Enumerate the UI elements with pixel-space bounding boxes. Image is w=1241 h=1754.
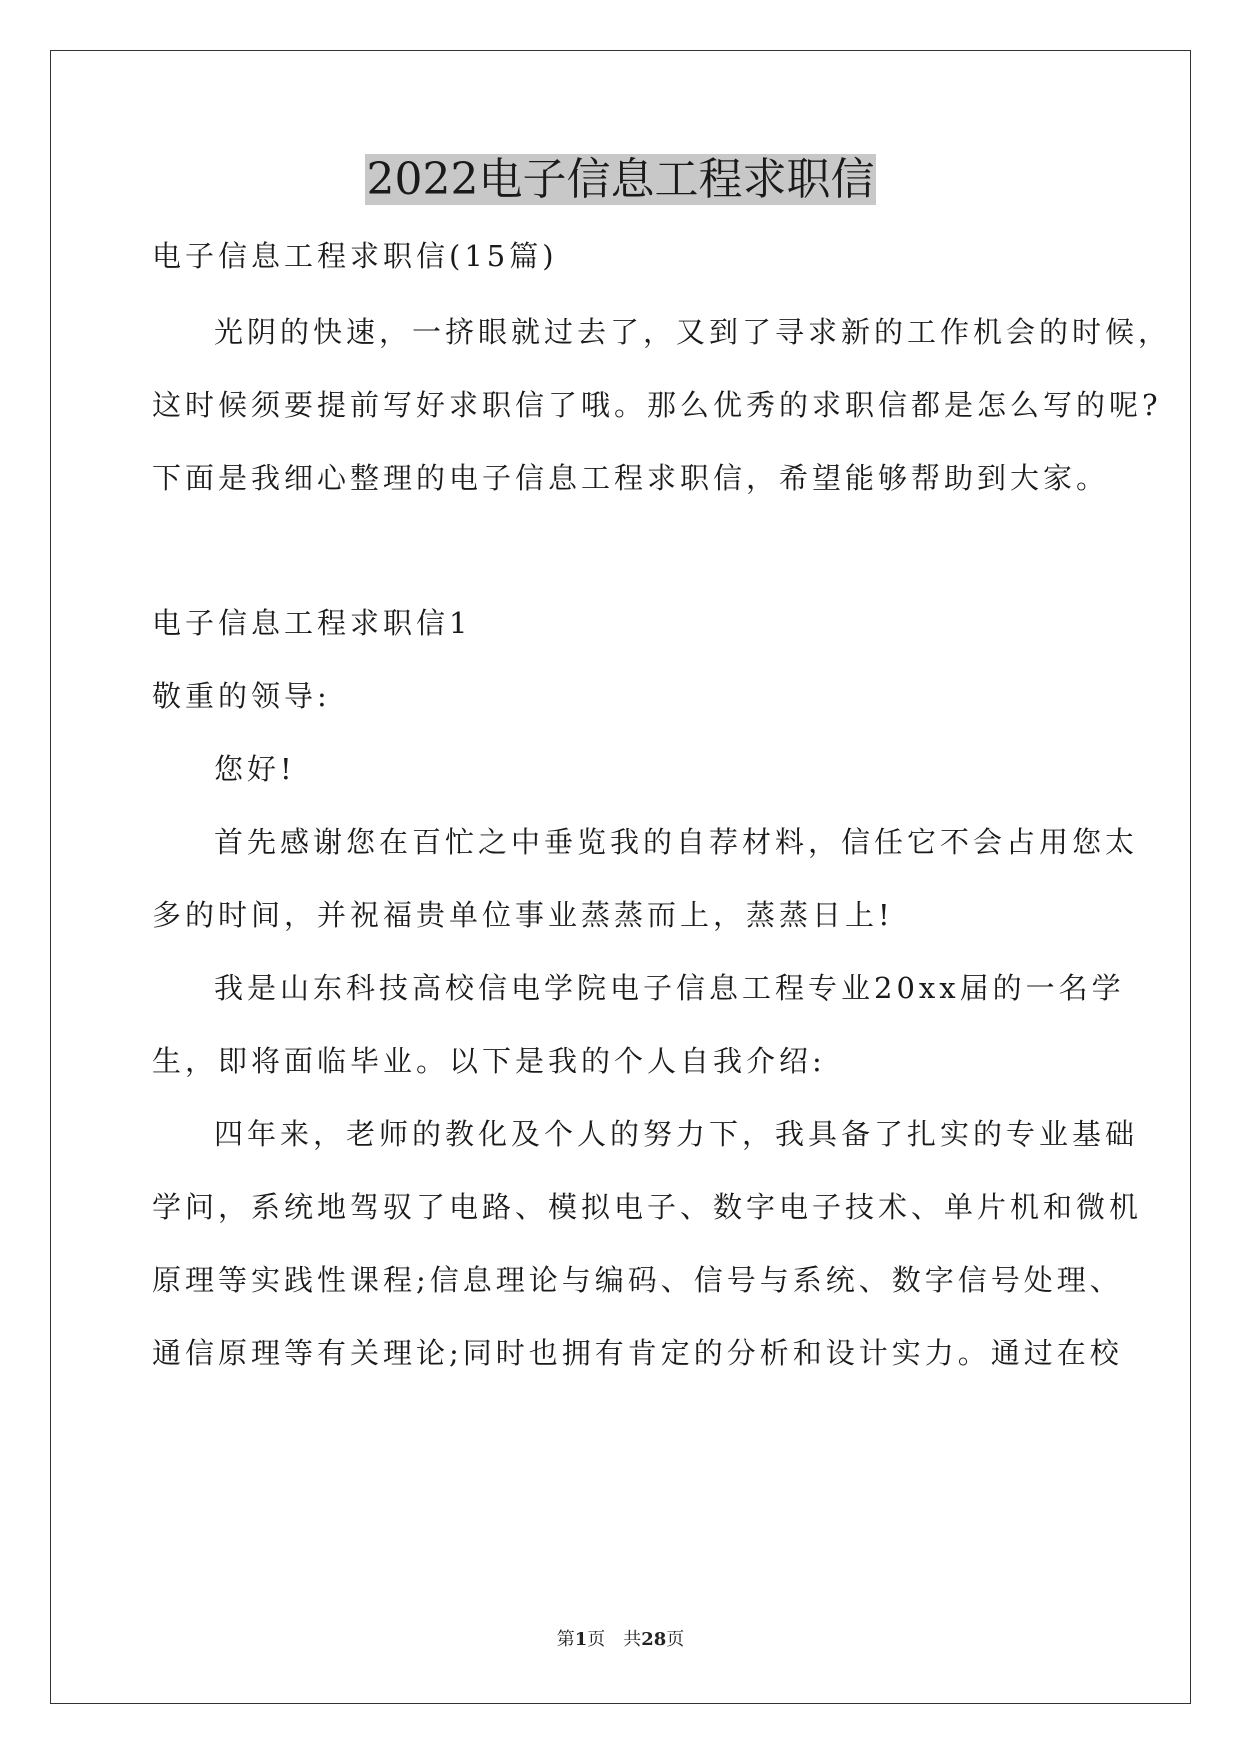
footer-prefix: 第	[556, 1629, 575, 1650]
footer-current-page: 1	[574, 1629, 588, 1650]
body-line-6: 学问，系统地驾驭了电路、模拟电子、数字电子技术、单片机和微机	[152, 1190, 1143, 1224]
document-title	[0, 150, 1241, 210]
page-footer	[0, 1628, 1241, 1652]
body-line-7: 原理等实践性课程;信息理论与编码、信号与系统、数字信号处理、	[152, 1263, 1123, 1297]
section-heading: 电子信息工程求职信1	[152, 606, 472, 640]
body-line-5: 四年来，老师的教化及个人的努力下，我具备了扎实的专业基础	[214, 1117, 1139, 1151]
document-subtitle: 电子信息工程求职信(15篇)	[152, 239, 558, 273]
salutation: 敬重的领导:	[152, 679, 331, 713]
body-line-3: 我是山东科技高校信电学院电子信息工程专业20xx届的一名学	[214, 971, 1125, 1005]
intro-line-3: 下面是我细心整理的电子信息工程求职信，希望能够帮助到大家。	[152, 461, 1110, 495]
footer-suffix: 页	[666, 1629, 685, 1650]
footer-total-pages: 28	[641, 1629, 667, 1650]
greeting: 您好!	[214, 752, 296, 786]
body-line-1: 首先感谢您在百忙之中垂览我的自荐材料，信任它不会占用您太	[214, 825, 1139, 859]
page-border	[50, 50, 1191, 1704]
document-title-text: 2022电子信息工程求职信	[366, 154, 875, 205]
intro-line-1: 光阴的快速，一挤眼就过去了，又到了寻求新的工作机会的时候，	[214, 315, 1172, 349]
body-line-8: 通信原理等有关理论;同时也拥有肯定的分析和设计实力。通过在校	[152, 1336, 1123, 1370]
body-line-4: 生，即将面临毕业。以下是我的个人自我介绍:	[152, 1044, 826, 1078]
intro-line-2: 这时候须要提前写好求职信了哦。那么优秀的求职信都是怎么写的呢?	[152, 388, 1162, 422]
footer-mid: 页 共	[587, 1629, 642, 1650]
body-line-2: 多的时间，并祝福贵单位事业蒸蒸而上，蒸蒸日上!	[152, 898, 894, 932]
